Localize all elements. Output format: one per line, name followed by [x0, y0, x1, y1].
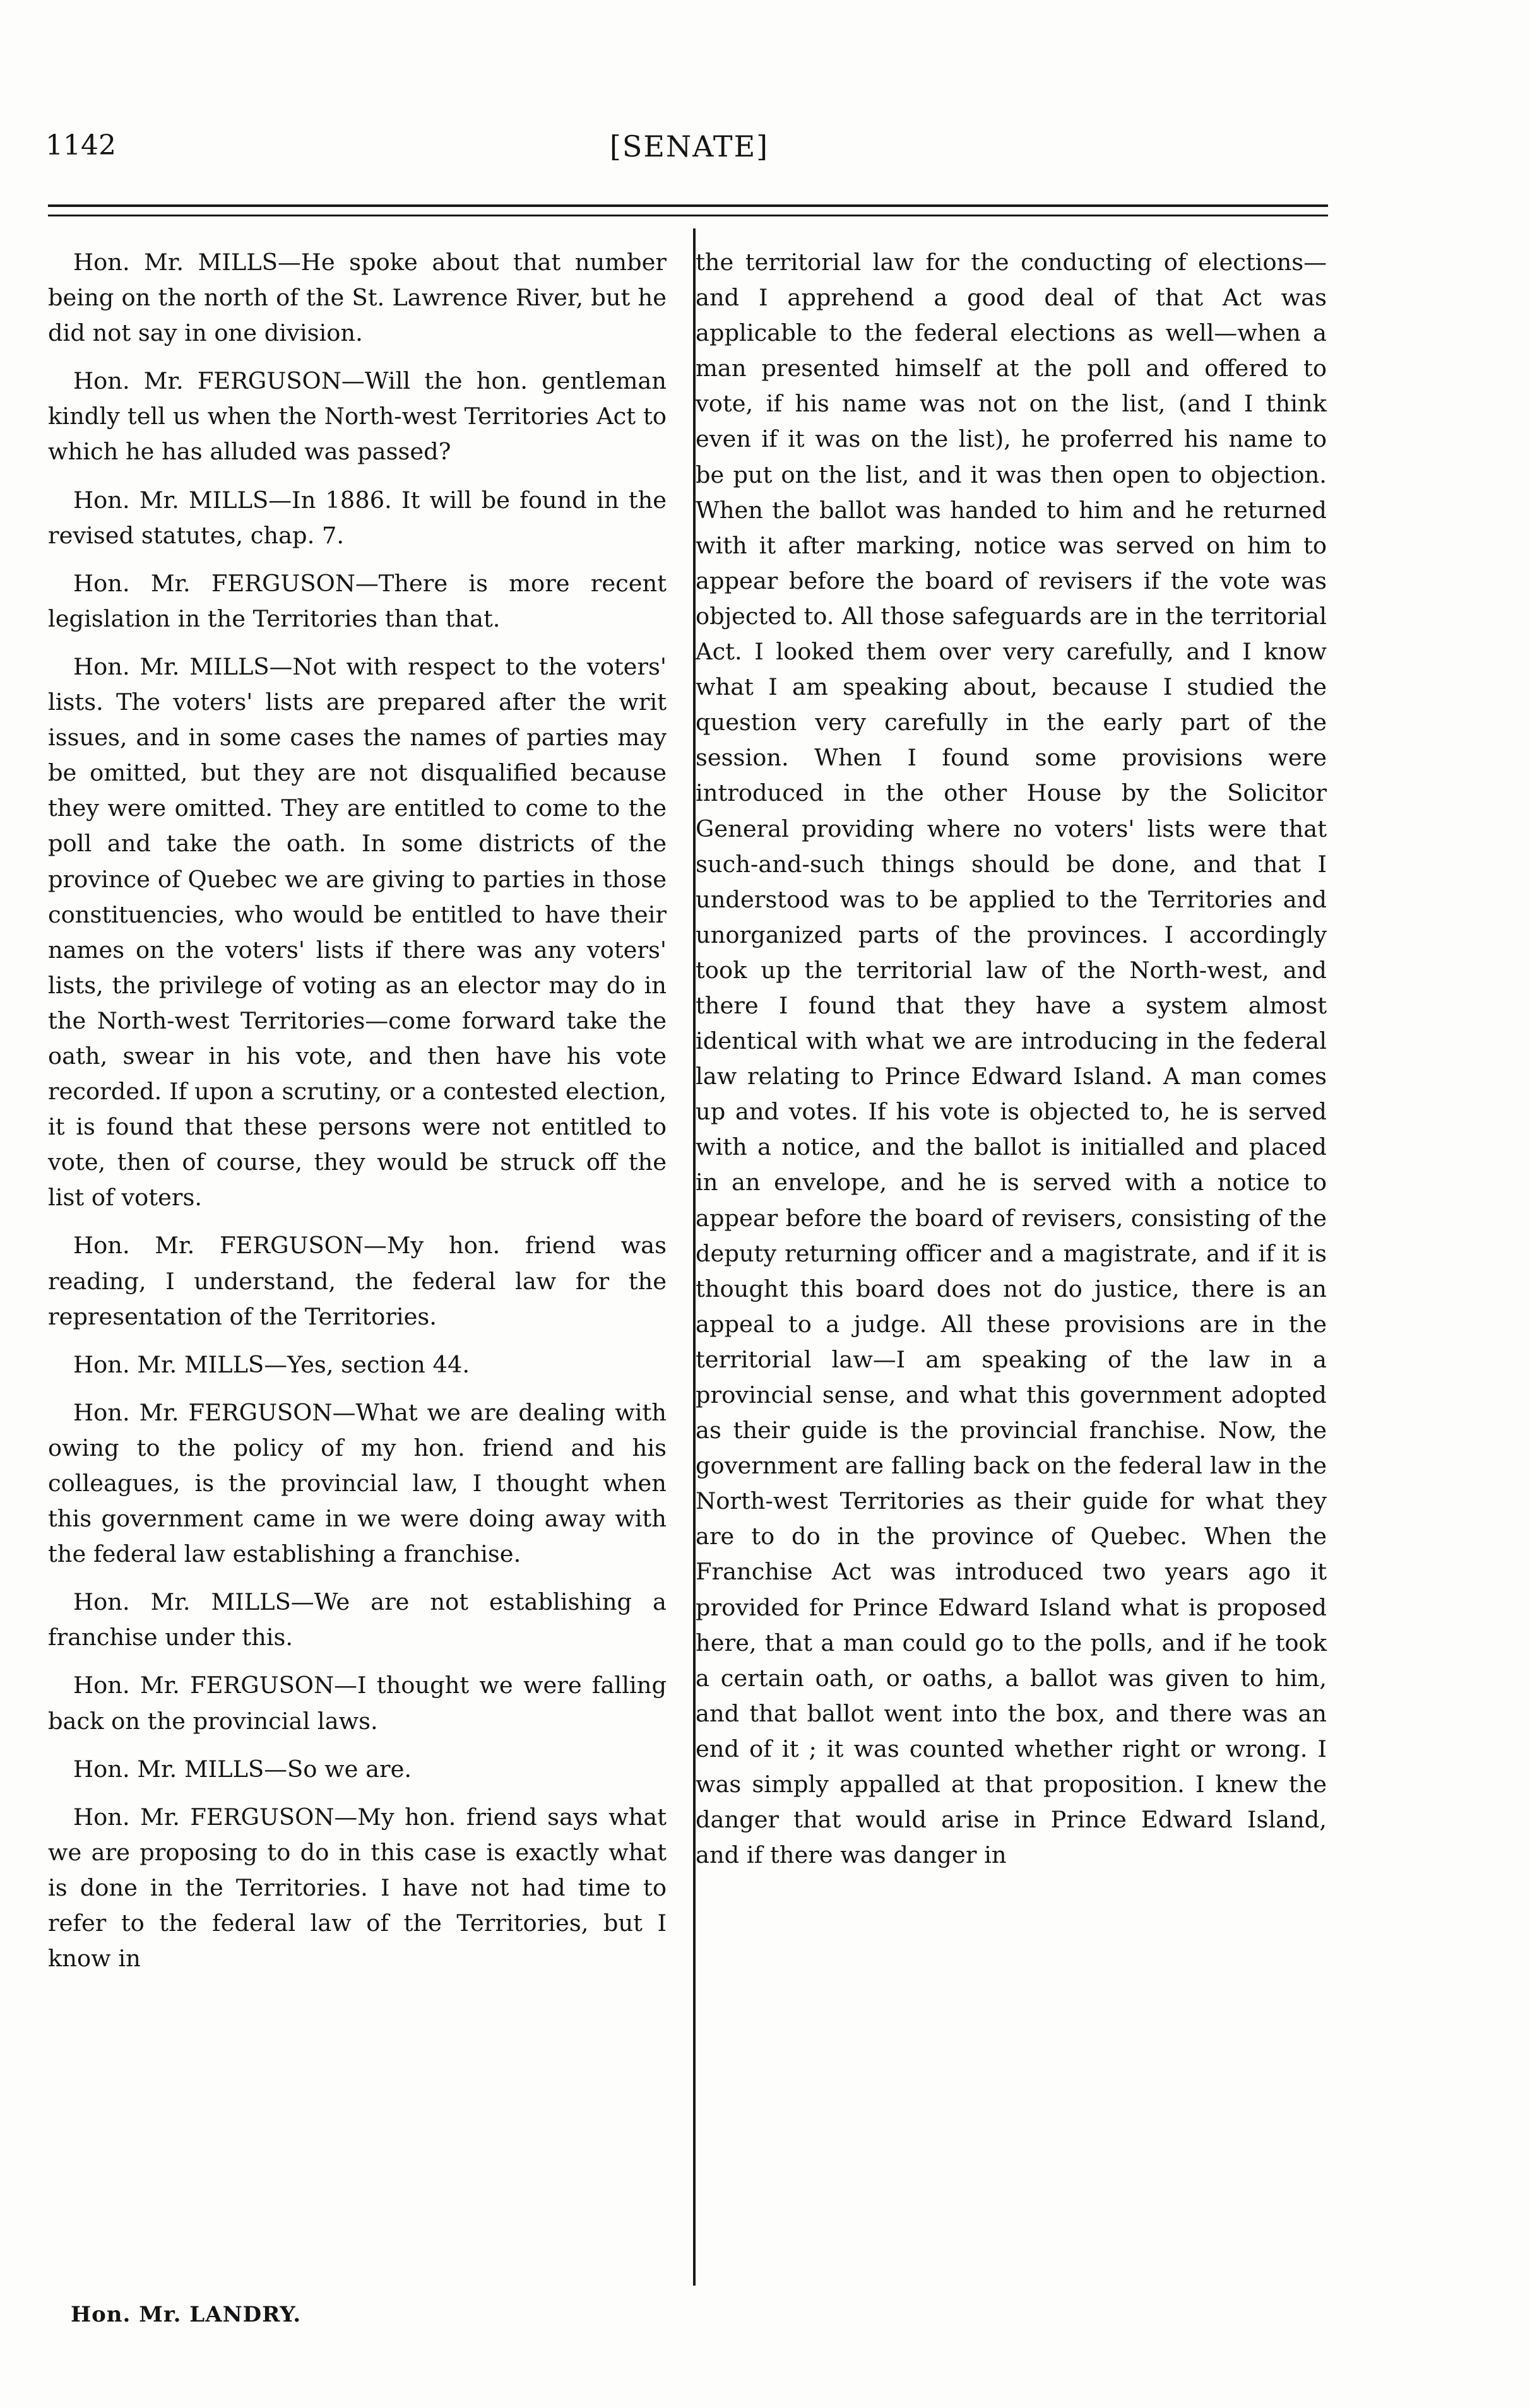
paragraph: Hon. Mr. MILLS—Not with respect to the voters' lists. The voters' lists are prepared after the writ issues, and in some cases the names of parties may be omitted, but they are not disqualified because they were omitted. They are entitled to come to the poll and take the oath. In some districts of the province of Quebec we are giving to parties in those constituencies, who would be entitled to have their names on the voters' lists if there was any voters' lists, the privilege of voting as an elector may do in the North-west Territories—come forward take the oath, swear in his vote, and then have his vote recorded. If upon a scrutiny, or a contested election, it is found that these persons were not entitled to vote, then of course, they would be struck off the list of voters.: [48, 652, 667, 1212]
left-column: [48, 245, 667, 1989]
paragraph: Hon. Mr. FERGUSON—My hon. friend was reading, I understand, the federal law for the representation of the Territories.: [48, 1232, 667, 1330]
paragraph: Hon. Mr. FERGUSON—My hon. friend says what we are proposing to do in this case is exactly what is done in the Territories. I have not had time to refer to the federal law of the Territories, but I know in: [48, 1803, 667, 1973]
paragraph: Hon. Mr. MILLS—We are not establishing a franchise under this.: [48, 1588, 667, 1651]
paragraph: Hon. Mr. MILLS—Yes, section 44.: [73, 1350, 470, 1378]
header-rule-top: [48, 204, 1328, 207]
paragraph: the territorial law for the conducting of elections—and I apprehend a good deal of that Act was applicable to the federal elections as well—when a man presented himself at the poll and offered to vote, if his name was not on the list, (and I think even if it was on the list), he proferred his name to be put on the list, and it was then open to objection. When the ballot was handed to him and he returned with it after marking, notice was served on him to appear before the board of revisers if the vote was objected to. All those safeguards are in the territorial Act. I looked them over very carefully, and I know what I am speaking about, because I studied the question very carefully in the early part of the session. When I found some provisions were introduced in the other House by the Solicitor General providing where no voters' lists were that such-and-such things should be done, and that I understood was to be applied to the Territories and unorganized parts of the provinces. I accordingly took up the territorial law of the North-west, and there I found that they have a system almost identical with what we are introducing in the federal law relating to Prince Edward Island. A man comes up and votes. If his vote is objected to, he is served with a notice, and the ballot is initialled and placed in an envelope, and he is served with a notice to appear before the board of revisers, consisting of the deputy returning officer and a magistrate, and if it is thought this board does not do justice, there is an appeal to a judge. All these provisions are in the territorial law—I am speaking of the law in a provincial sense, and what this government adopted as their guide is the provincial franchise. Now, the government are falling back on the federal law in the North-west Territories as their guide for what they are to do in the province of Quebec. When the Franchise Act was introduced two years ago it provided for Prince Edward Island what is proposed here, that a man could go to the polls, and if he took a certain oath, or oaths, a ballot was given to him, and that ballot went into the box, and there was an end of it ; it was counted whether right or wrong. I was simply appalled at that proposition. I knew the danger that would arise in Prince Edward Island, and if there was danger in: [696, 249, 1327, 1869]
paragraph: Hon. Mr. FERGUSON—What we are dealing with owing to the policy of my hon. friend and his colleagues, is the provincial law, I thought when this government came in we were doing away with the federal law establishing a franchise.: [48, 1398, 667, 1568]
paragraph: Hon. Mr. MILLS—So we are.: [73, 1755, 412, 1783]
paragraph: Hon. Mr. FERGUSON—I thought we were falling back on the provincial laws.: [48, 1672, 667, 1735]
paragraph: Hon. Mr. MILLS—In 1886. It will be found in the revised statutes, chap. 7.: [48, 486, 667, 549]
catchword: Hon. Mr. LANDRY.: [71, 2302, 302, 2327]
right-column: [696, 245, 1327, 1873]
paragraph: Hon. Mr. MILLS—He spoke about that number being on the north of the St. Lawrence River, but he did not say in one division.: [48, 249, 667, 347]
paragraph: Hon. Mr. FERGUSON—Will the hon. gentleman kindly tell us when the North-west Territories Act to which he has alluded was passed?: [48, 367, 667, 466]
page-header: [45, 129, 1333, 180]
paragraph: Hon. Mr. FERGUSON—There is more recent legislation in the Territories than that.: [48, 569, 667, 632]
header-rule-bottom: [48, 215, 1328, 216]
page-number: 1142: [45, 129, 116, 162]
running-head: [SENATE]: [609, 129, 769, 163]
